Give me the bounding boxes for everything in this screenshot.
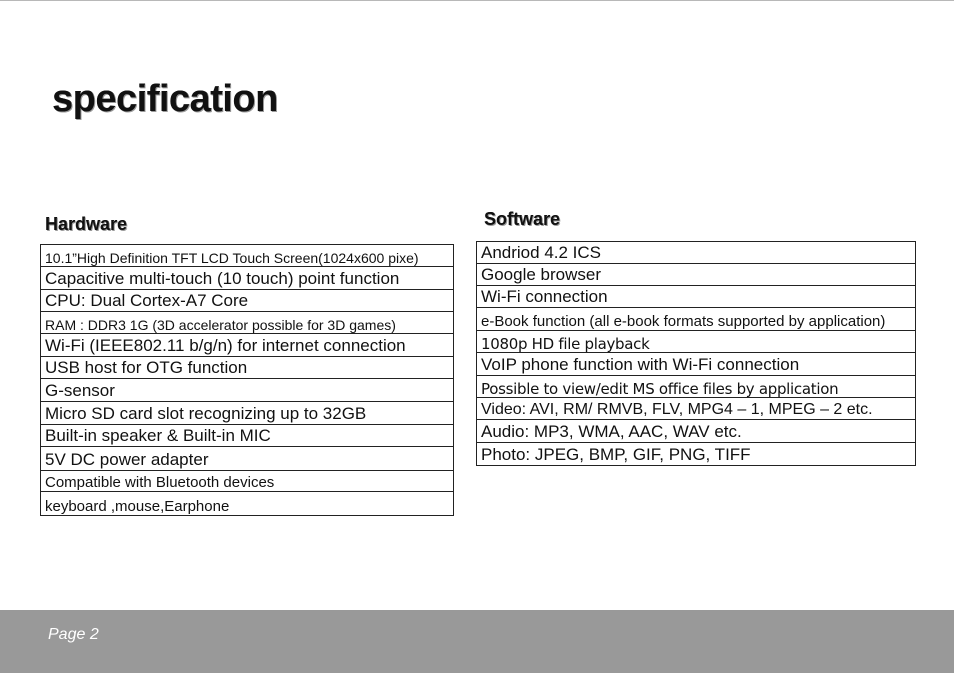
hardware-spec-row: CPU: Dual Cortex-A7 Core (41, 290, 454, 312)
hardware-spec-row: Compatible with Bluetooth devices (41, 471, 454, 492)
hardware-spec-row: keyboard ,mouse,Earphone (41, 492, 454, 516)
software-spec-table (476, 241, 916, 466)
hardware-spec-row: Micro SD card slot recognizing up to 32GB (41, 402, 454, 425)
hardware-spec-row: Built-in speaker & Built-in MIC (41, 425, 454, 447)
software-spec-row: Photo: JPEG, BMP, GIF, PNG, TIFF (477, 443, 916, 466)
hardware-spec-row: G-sensor (41, 379, 454, 402)
hardware-spec-row: USB host for OTG function (41, 357, 454, 379)
hardware-spec-row: 5V DC power adapter (41, 447, 454, 471)
hardware-spec-row: 10.1”High Definition TFT LCD Touch Screen(1024x600 pixe) (41, 245, 454, 267)
software-spec-row: VoIP phone function with Wi-Fi connection (477, 353, 916, 376)
software-spec-row: Wi-Fi connection (477, 286, 916, 308)
hardware-heading: Hardware (45, 214, 128, 234)
software-spec-row: Audio: MP3, WMA, AAC, WAV etc. (477, 420, 916, 443)
hardware-spec-row: Wi-Fi (IEEE802.11 b/g/n) for internet connection (41, 334, 454, 357)
hardware-spec-row: Capacitive multi-touch (10 touch) point function (41, 267, 454, 290)
footer-bar (0, 610, 954, 673)
software-spec-row: Video: AVI, RM/ RMVB, FLV, MPG4 – 1, MPEG – 2 etc. (477, 398, 916, 420)
page-title: specification (52, 78, 278, 120)
hardware-spec-row: RAM : DDR3 1G (3D accelerator possible for 3D games) (41, 312, 454, 334)
software-spec-row: Possible to view/edit MS office files by application (477, 376, 916, 398)
page-number: Page 2 (48, 626, 99, 643)
software-spec-row: 1080p HD file playback (477, 331, 916, 353)
software-spec-row: Andriod 4.2 ICS (477, 242, 916, 264)
software-spec-row: Google browser (477, 264, 916, 286)
software-spec-row: e-Book function (all e-book formats supported by application) (477, 308, 916, 331)
top-rule (0, 0, 954, 1)
software-heading: Software (484, 209, 561, 229)
hardware-spec-table (40, 244, 454, 516)
